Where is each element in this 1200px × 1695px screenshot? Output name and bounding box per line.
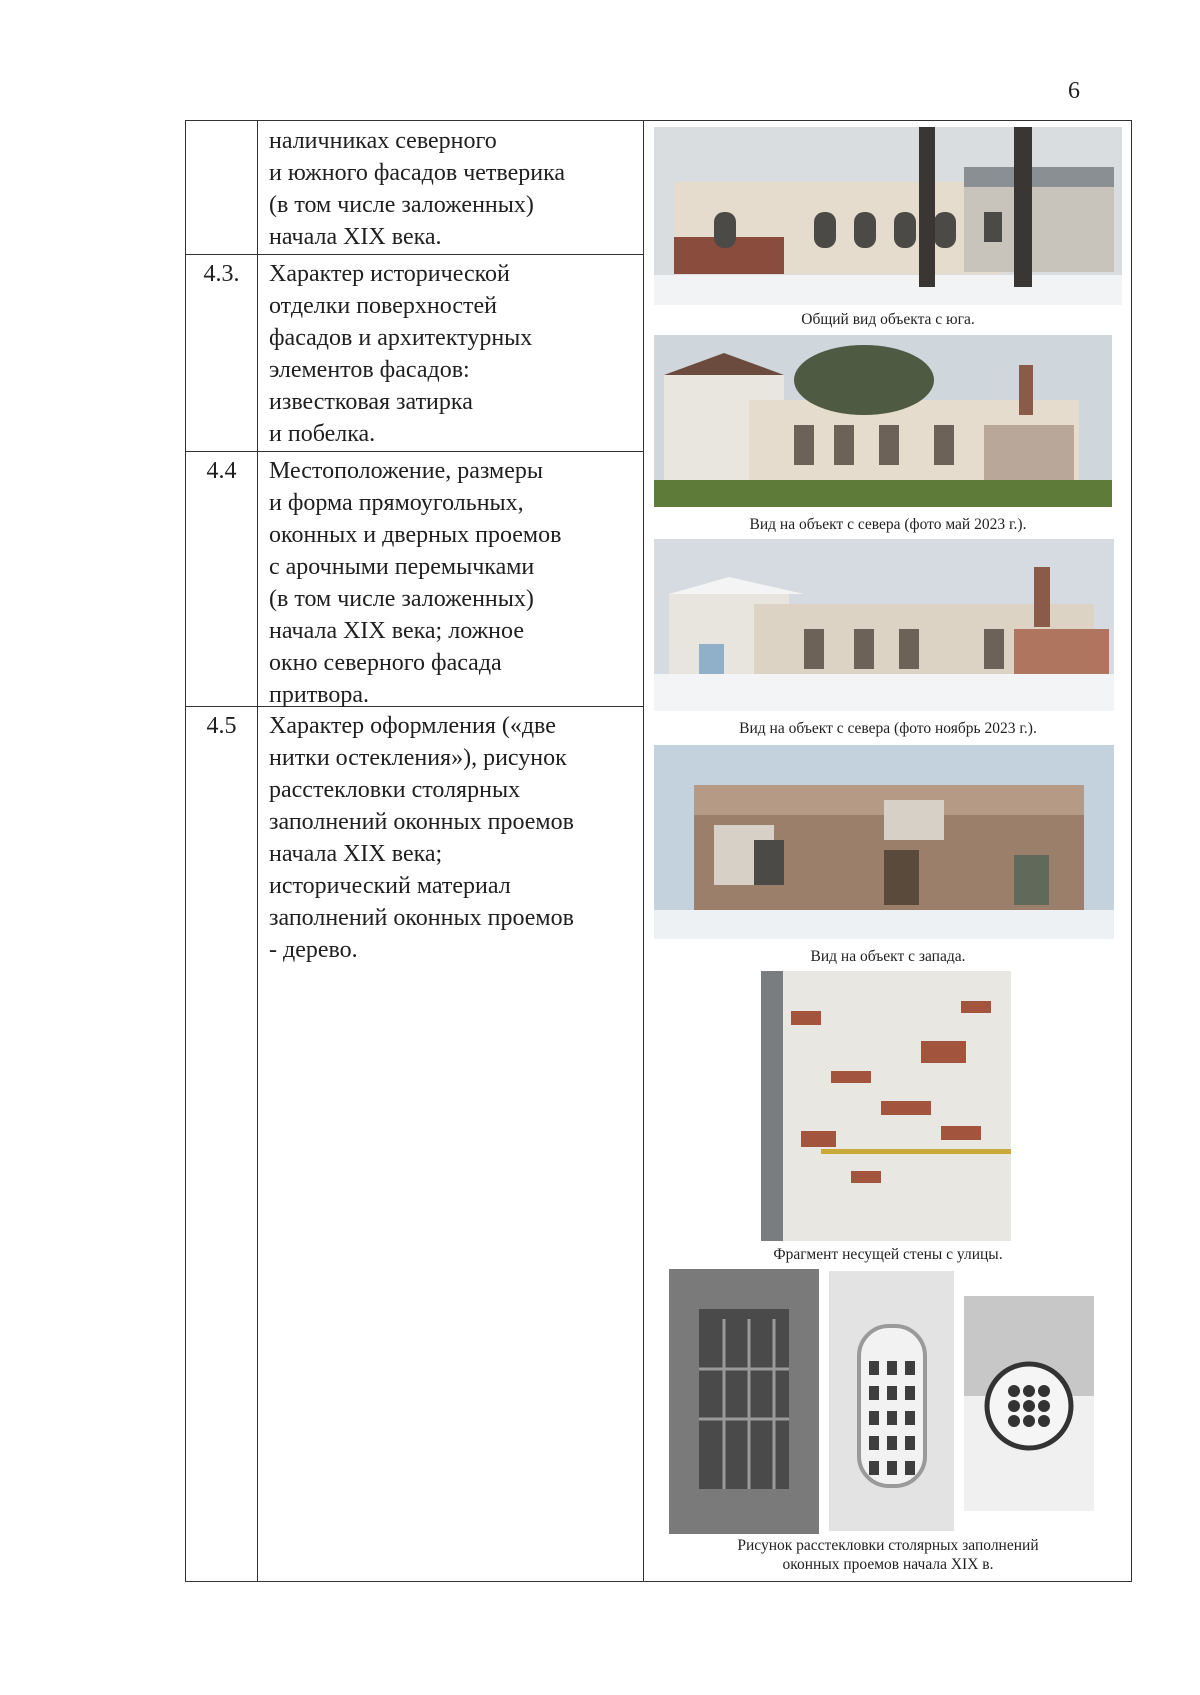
photo-glazing-right [964,1296,1094,1511]
column-divider [257,121,258,1581]
caption-north-may: Вид на объект с севера (фото май 2023 г.). [749,516,1027,533]
row-divider [186,451,644,452]
row-number: 4.4 [206,458,237,484]
photo-glazing-left [669,1269,819,1534]
caption-south-view: Общий вид объекта с юга. [801,311,975,328]
row-number: 4.5 [206,713,237,739]
caption-wall-fragment: Фрагмент несущей стены с улицы. [773,1246,1003,1263]
photo-wall-fragment [761,971,1011,1241]
row-text: Местоположение, размеры и форма прямоугольных, оконных и дверных проемов с арочными перемычками (в том числе заложенных) начала XIX века; ложное окно северного фасада притвора. [269,458,562,708]
row-number: 4.3. [203,261,240,287]
row-text: Характер оформления («две нитки остекления»), рисунок расстекловки столярных заполнений оконных проемов начала XIX века; исторический материал заполнений оконных проемов - дерево. [269,713,574,963]
caption-north-november: Вид на объект с севера (фото ноябрь 2023 г.). [739,720,1037,737]
caption-west-view: Вид на объект с запада. [810,948,966,965]
caption-glazing-pattern: Рисунок расстекловки столярных заполнений оконных проемов начала XIX в. [737,1537,1039,1573]
monument-subject-table [185,120,1132,1582]
page-number: 6 [1068,78,1080,104]
row-divider [186,254,644,255]
photo-glazing-middle [829,1271,954,1531]
photo-north-november [654,539,1114,711]
photo-west-view [654,745,1114,939]
photo-north-may [654,335,1112,507]
row-text: Характер исторической отделки поверхностей фасадов и архитектурных элементов фасадов: известковая затирка и побелка. [269,261,533,447]
row-text: наличниках северного и южного фасадов четверика (в том числе заложенных) начала XIX века. [269,128,566,250]
photo-south-view [654,127,1122,305]
column-divider [643,121,644,1581]
